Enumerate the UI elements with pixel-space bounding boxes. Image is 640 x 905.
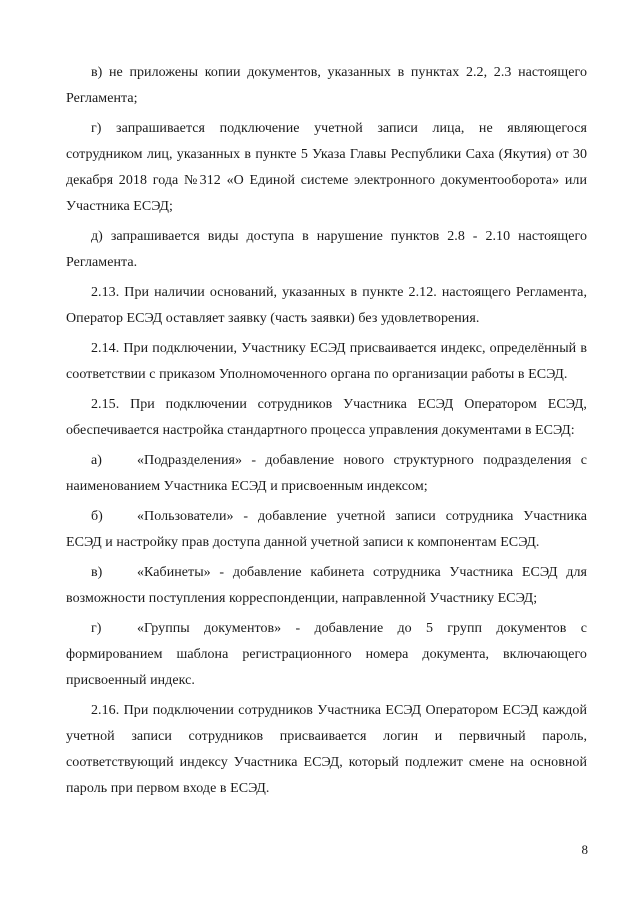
list-item-b	[66, 504, 587, 556]
list-item-a	[66, 448, 587, 500]
list-marker: в)	[91, 565, 103, 580]
list-item-text: «Кабинеты» - добавление кабинета сотрудника Участника ЕСЭД для возможности поступления корреспонденции, направленной Участнику ЕСЭД;	[66, 565, 587, 606]
paragraph-2-13: 2.13. При наличии оснований, указанных в пункте 2.12. настоящего Регламента, Оператор ЕСЭД оставляет заявку (часть заявки) без удовлетворения.	[66, 285, 587, 326]
paragraph-2-16: 2.16. При подключении сотрудников Участника ЕСЭД Оператором ЕСЭД каждой учетной записи сотрудников присваивается логин и первичный пароль, соответствующий индексу Участника ЕСЭД, который подлежит смене на основной пароль при первом входе в ЕСЭД.	[66, 703, 587, 796]
list-marker: б)	[91, 509, 103, 524]
paragraph-2-15: 2.15. При подключении сотрудников Участника ЕСЭД Оператором ЕСЭД, обеспечивается настройка стандартного процесса управления документами в ЕСЭД:	[66, 397, 587, 438]
page-number: 8	[581, 842, 588, 857]
paragraph-item-g: г) запрашивается подключение учетной записи лица, не являющегося сотрудником лиц, указанных в пункте 5 Указа Главы Республики Саха (Якутия) от 30 декабря 2018 года №312 «О Единой системе электронного документооборота» или Участника ЕСЭД;	[66, 121, 587, 214]
list-item-text: «Подразделения» - добавление нового структурного подразделения с наименованием Участника ЕСЭД и присвоенным индексом;	[66, 453, 587, 494]
document-page	[66, 60, 587, 802]
list-item-text: «Группы документов» - добавление до 5 групп документов с формированием шаблона регистрационного номера документа, включающего присвоенный индекс.	[66, 621, 587, 688]
paragraph-item-d: д) запрашивается виды доступа в нарушение пунктов 2.8 - 2.10 настоящего Регламента.	[66, 229, 587, 270]
list-marker: а)	[91, 453, 102, 468]
list-item-g	[66, 616, 587, 694]
list-marker: г)	[91, 621, 102, 636]
paragraph-2-14: 2.14. При подключении, Участнику ЕСЭД присваивается индекс, определённый в соответствии с приказом Уполномоченного органа по организации работы в ЕСЭД.	[66, 341, 587, 382]
list-item-v	[66, 560, 587, 612]
paragraph-item-v: в) не приложены копии документов, указанных в пунктах 2.2, 2.3 настоящего Регламента;	[66, 65, 587, 106]
list-item-text: «Пользователи» - добавление учетной записи сотрудника Участника ЕСЭД и настройку прав доступа данной учетной записи к компонентам ЕСЭД.	[66, 509, 587, 550]
